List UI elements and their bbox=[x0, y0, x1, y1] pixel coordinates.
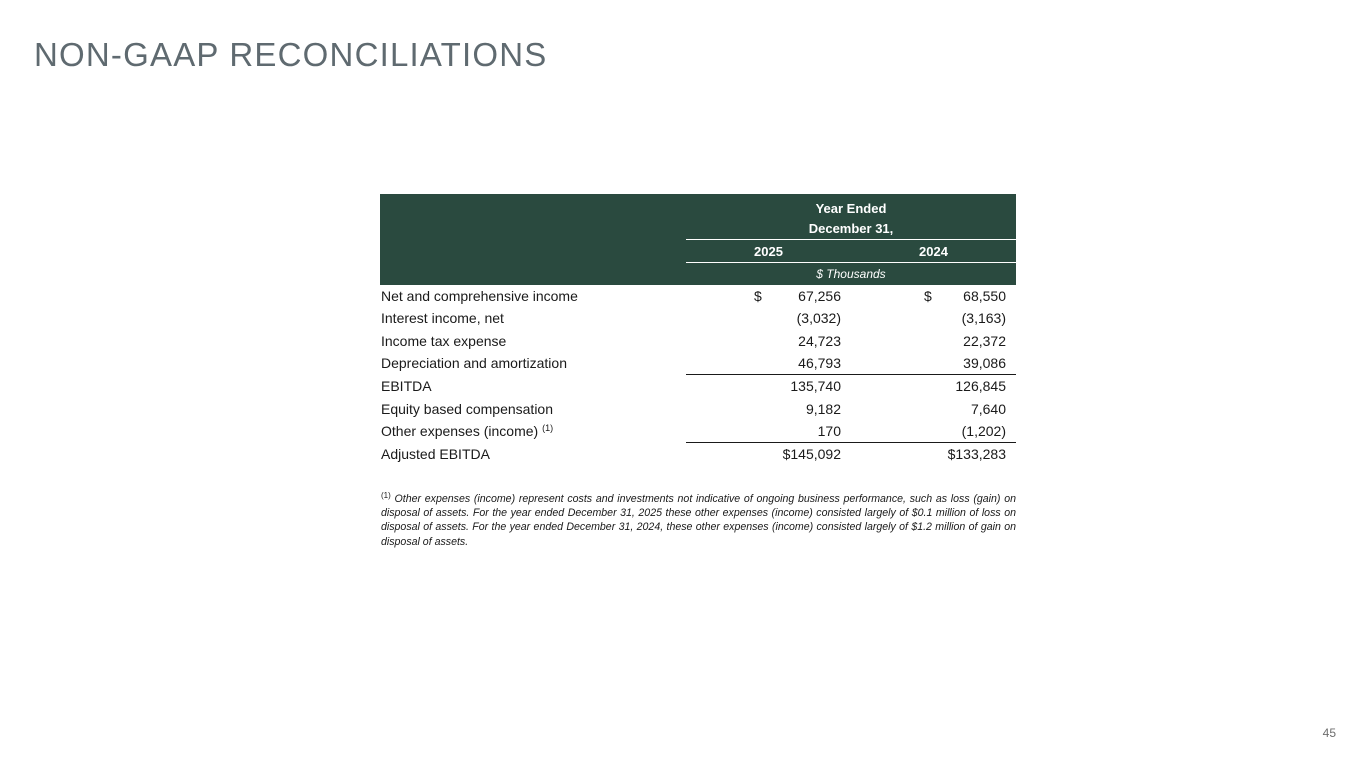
row-label: Equity based compensation bbox=[381, 400, 553, 417]
value-2024: $133,283 bbox=[851, 443, 1016, 466]
value-2024: 22,372 bbox=[963, 332, 1006, 349]
value-2025: 170 bbox=[817, 422, 841, 439]
reconciliation-table-container bbox=[380, 194, 1016, 465]
row-label: Other expenses (income) $^{(1)}$ bbox=[381, 423, 554, 440]
currency-symbol: $ bbox=[754, 288, 762, 305]
value-2024: 7,640 bbox=[970, 400, 1006, 417]
currency-symbol: $ bbox=[924, 288, 932, 305]
column-header-2025: 2025 bbox=[686, 240, 851, 263]
value-2025: $ 67,256 bbox=[686, 285, 851, 307]
footnote-marker: (1) bbox=[381, 491, 391, 500]
value-2024: 126,845 bbox=[851, 375, 1016, 398]
footnote-reference: (1) bbox=[542, 423, 554, 434]
reconciliation-table bbox=[380, 194, 1016, 465]
footnote bbox=[381, 489, 1016, 549]
row-label: Adjusted EBITDA bbox=[381, 445, 490, 462]
page-number: 45 bbox=[1322, 726, 1336, 740]
value-2025: $145,092 bbox=[686, 443, 851, 466]
value-2025: (3,032) bbox=[796, 310, 841, 327]
header-blank-cell bbox=[380, 194, 686, 285]
table-row bbox=[380, 330, 1016, 352]
value-2025: 24,723 bbox=[798, 332, 841, 349]
row-label: Income tax expense bbox=[381, 332, 507, 349]
header-december-31: December 31, bbox=[686, 217, 1016, 240]
value-2024: (1,202) bbox=[961, 422, 1006, 439]
column-header-2024: 2024 bbox=[851, 240, 1016, 263]
table-row bbox=[380, 352, 1016, 375]
header-row-year-ended bbox=[380, 194, 1016, 217]
units-label: $ Thousands bbox=[686, 263, 1016, 286]
value-2025: 46,793 bbox=[798, 355, 841, 372]
value-2025: 9,182 bbox=[805, 400, 841, 417]
page-title: NON-GAAP RECONCILIATIONS bbox=[34, 36, 548, 73]
value-2024: $ 68,550 bbox=[851, 285, 1016, 307]
header-year-ended: Year Ended bbox=[686, 194, 1016, 217]
value-2025: 135,740 bbox=[686, 375, 851, 398]
footnote-text: Other expenses (income) represent costs and investments not indicative of ongoing business performance, such as loss (gain) on disposal of assets. For the year ended December 31, 2025 these other expenses (income) consisted largely of $0.1 million of loss on disposal of assets. For the year ended December 31, 2024, these other expenses (income) consisted largely of $1.2 million of gain on disposal of assets. bbox=[381, 493, 1016, 548]
row-label: Interest income, net bbox=[381, 310, 504, 327]
table-row bbox=[380, 285, 1016, 307]
table-row bbox=[380, 397, 1016, 419]
value-2024: (3,163) bbox=[961, 310, 1006, 327]
table-row-ebitda bbox=[380, 375, 1016, 398]
row-label: EBITDA bbox=[381, 378, 432, 395]
row-label: Net and comprehensive income bbox=[381, 288, 578, 305]
table-row bbox=[380, 307, 1016, 329]
table-row-adjusted-ebitda bbox=[380, 443, 1016, 466]
row-label: Depreciation and amortization bbox=[381, 355, 567, 372]
table-row bbox=[380, 420, 1016, 443]
value-2024: 39,086 bbox=[963, 355, 1006, 372]
